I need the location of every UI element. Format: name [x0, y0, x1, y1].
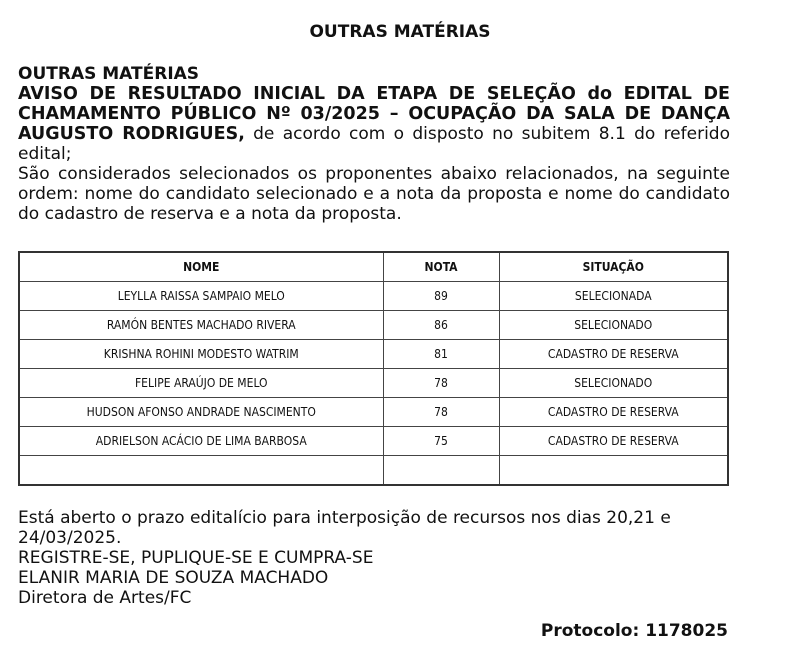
cell-nota: 75 [383, 427, 499, 456]
cell-situacao: CADASTRO DE RESERVA [499, 340, 728, 369]
cell-situacao: SELECIONADO [499, 311, 728, 340]
closing-formula: REGISTRE-SE, PUPLIQUE-SE E CUMPRA-SE [18, 548, 374, 568]
table-row [19, 398, 728, 427]
table-row [19, 311, 728, 340]
table-row [19, 340, 728, 369]
cell-empty [19, 456, 383, 486]
header-situacao: SITUAÇÃO [499, 252, 728, 282]
cell-empty [499, 456, 728, 486]
notice-footer [18, 508, 730, 608]
table-row-empty [19, 456, 728, 486]
notice-title: AVISO DE RESULTADO INICIAL DA ETAPA DE SELEÇÃO do EDITAL DE CHAMAMENTO PÚBLICO Nº 03/2025 – OCUPAÇÃO DA SALA DE DANÇA AUGUSTO RODRIGUES, [18, 84, 730, 144]
header-nome: NOME [19, 252, 383, 282]
cell-nota: 89 [383, 282, 499, 311]
notice-category: OUTRAS MATÉRIAS [18, 64, 200, 84]
table-row [19, 427, 728, 456]
cell-nota: 78 [383, 398, 499, 427]
cell-situacao: SELECIONADA [499, 282, 728, 311]
cell-situacao: CADASTRO DE RESERVA [499, 398, 728, 427]
cell-nome: ADRIELSON ACÁCIO DE LIMA BARBOSA [19, 427, 383, 456]
cell-situacao: CADASTRO DE RESERVA [499, 427, 728, 456]
cell-situacao: SELECIONADO [499, 369, 728, 398]
results-table [18, 251, 729, 486]
table-row [19, 369, 728, 398]
notice-title-paragraph [18, 84, 730, 164]
cell-nome: HUDSON AFONSO ANDRADE NASCIMENTO [19, 398, 383, 427]
section-header: OUTRAS MATÉRIAS [309, 22, 491, 42]
table-row [19, 282, 728, 311]
cell-empty [383, 456, 499, 486]
deadline-text: Está aberto o prazo editalício para interposição de recursos nos dias 20,21 e 24/03/2025. [18, 508, 671, 548]
cell-nome: KRISHNA ROHINI MODESTO WATRIM [19, 340, 383, 369]
notice-intro: São considerados selecionados os proponentes abaixo relacionados, na seguinte ordem: nome do candidato selecionado e a nota da proposta e nome do candidato do cadastro de reserva e a nota da proposta. [18, 164, 730, 224]
cell-nome: LEYLLA RAISSA SAMPAIO MELO [19, 282, 383, 311]
table-header-row [19, 252, 728, 282]
results-table-container [18, 251, 727, 486]
notice-title-continuation: de acordo com o disposto no subitem 8.1 do referido edital; [18, 124, 730, 164]
signatory-name: ELANIR MARIA DE SOUZA MACHADO [18, 568, 329, 588]
signatory-role: Diretora de Artes/FC [18, 588, 192, 608]
cell-nota: 81 [383, 340, 499, 369]
notice-body [18, 64, 730, 224]
cell-nome: FELIPE ARAÚJO DE MELO [19, 369, 383, 398]
cell-nota: 86 [383, 311, 499, 340]
header-nota: NOTA [383, 252, 499, 282]
cell-nome: RAMÓN BENTES MACHADO RIVERA [19, 311, 383, 340]
cell-nota: 78 [383, 369, 499, 398]
protocol-number: Protocolo: 1178025 [540, 621, 728, 641]
